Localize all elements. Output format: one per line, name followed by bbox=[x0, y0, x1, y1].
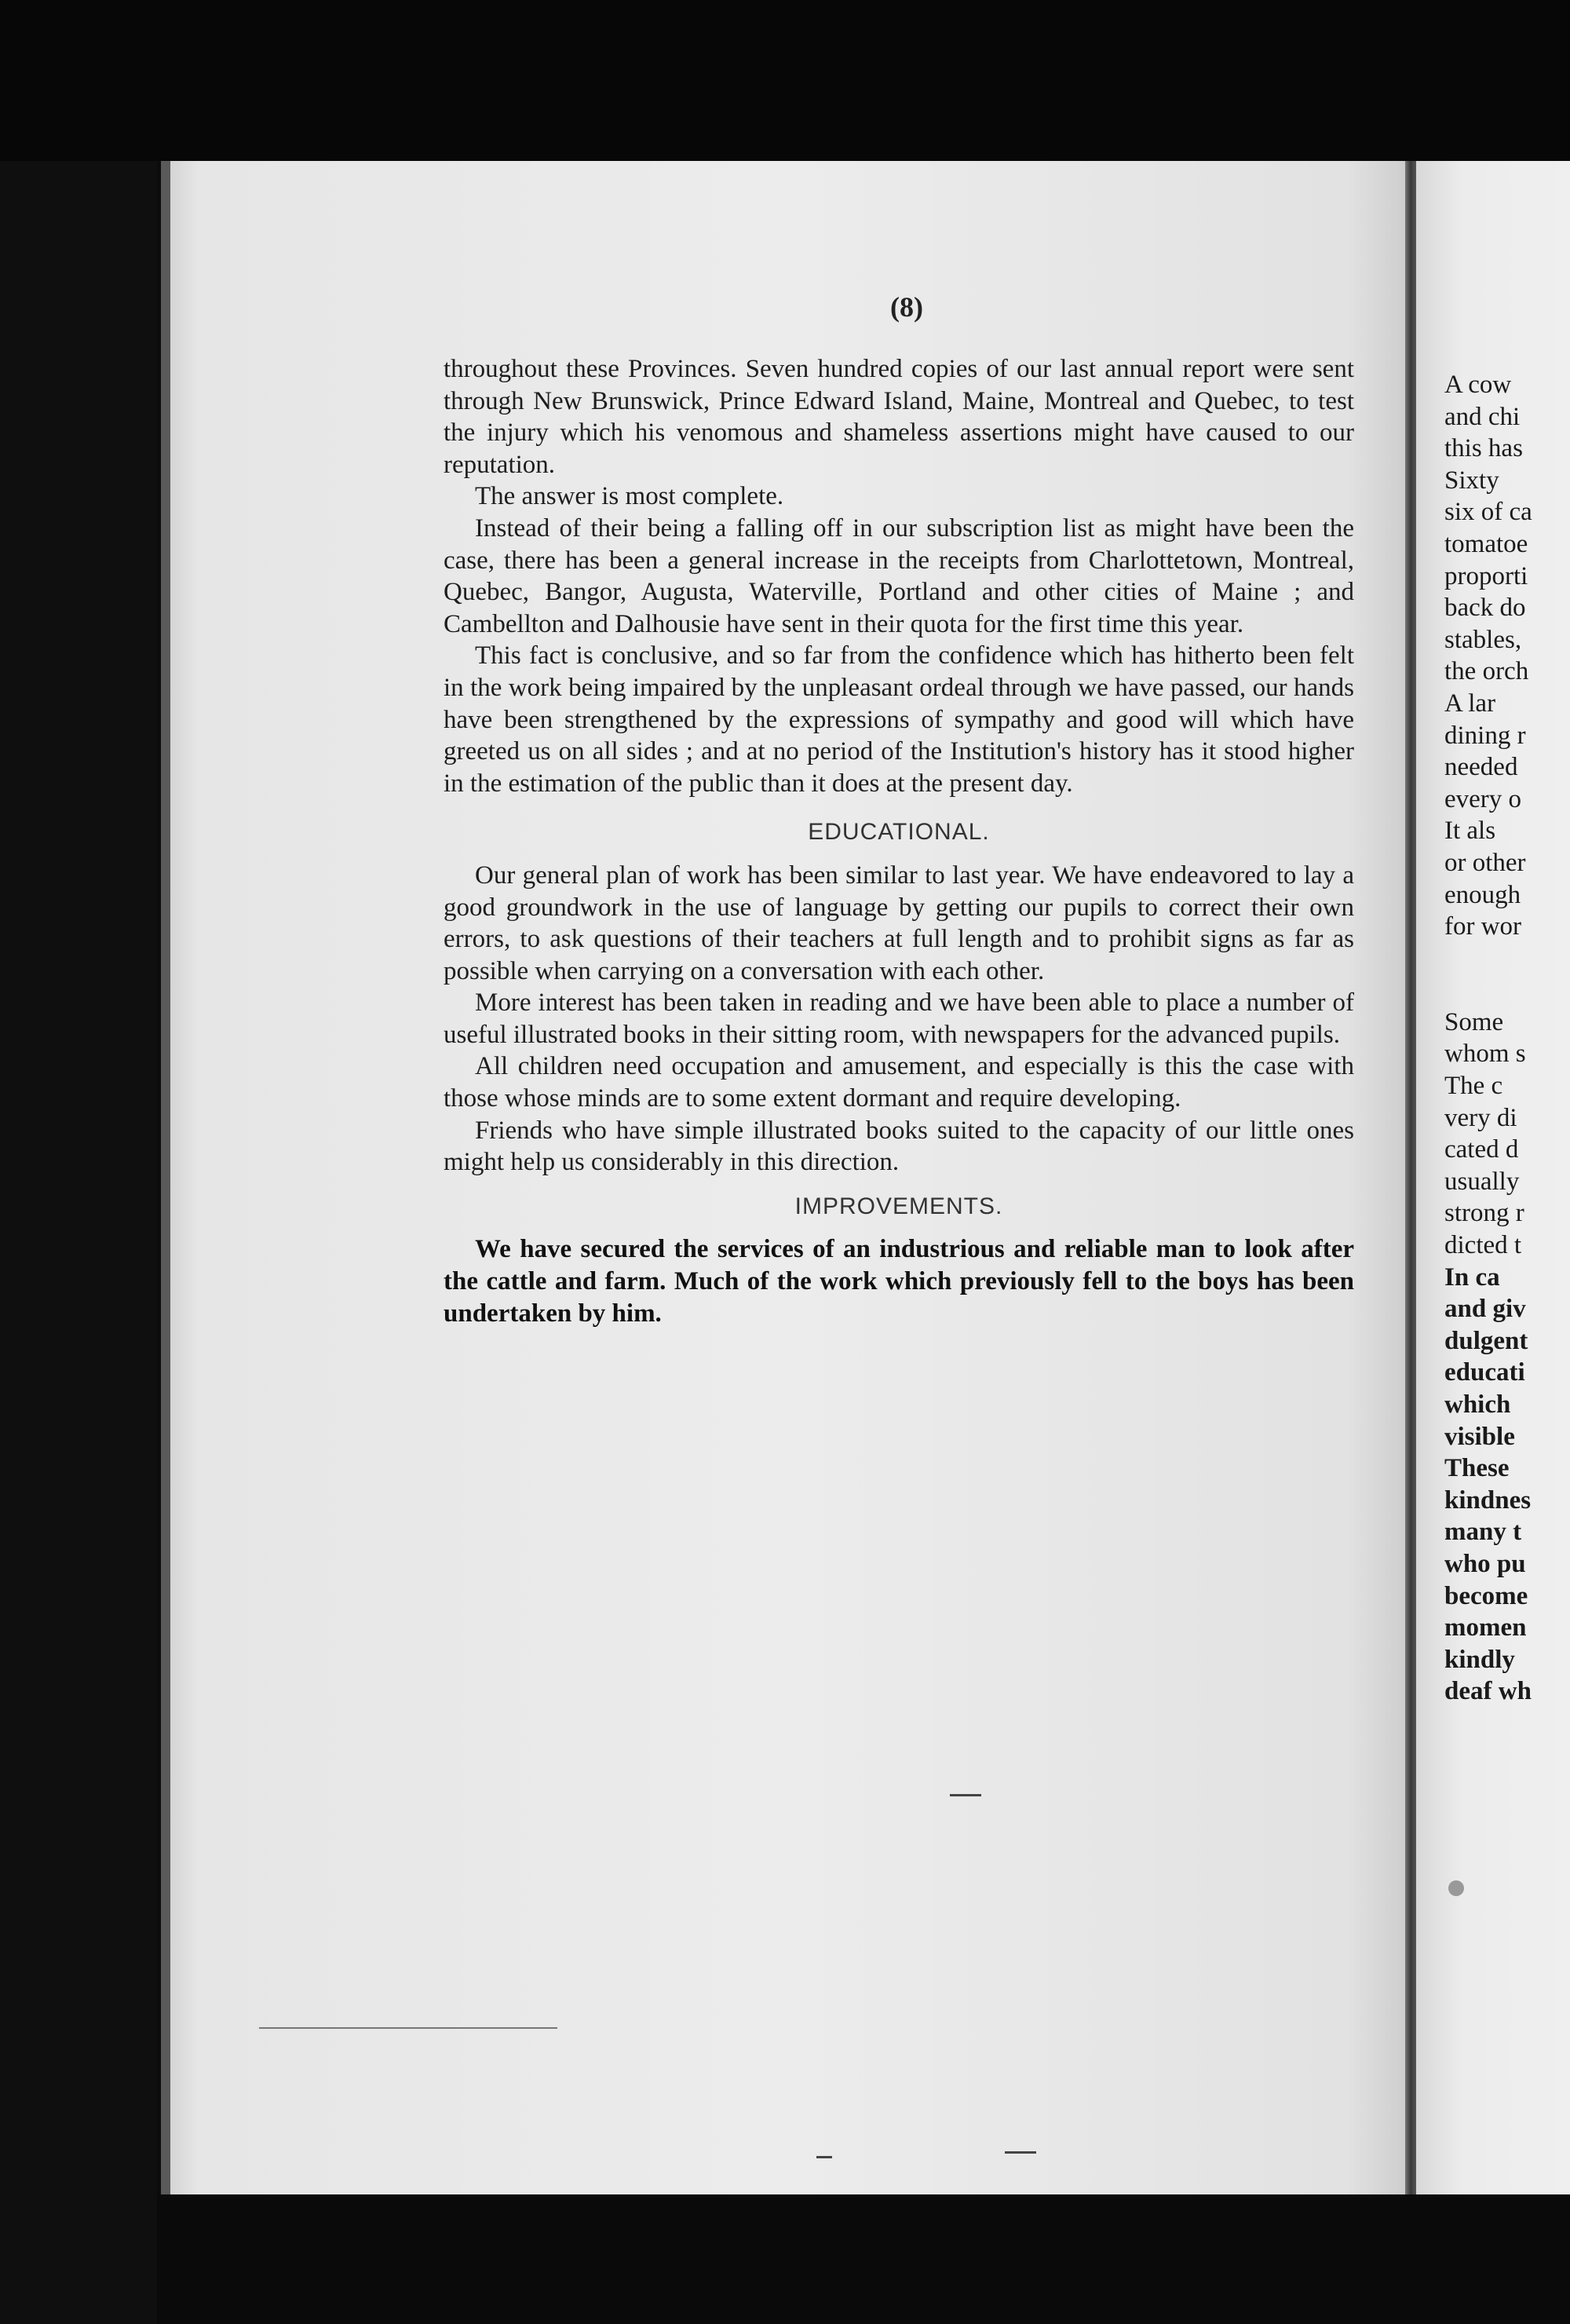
facing-page-line: the orch bbox=[1444, 657, 1529, 686]
section-heading-educational: EDUCATIONAL. bbox=[808, 819, 990, 846]
paragraph: We have secured the services of an industrious and reliable man to look after the cattle and farm. Much of the work which previously fell to the boys has been undertaken by him. bbox=[444, 1235, 1354, 1328]
scan-border-top bbox=[0, 0, 1570, 161]
facing-page-line: every o bbox=[1444, 784, 1522, 813]
facing-page-line: enough bbox=[1444, 880, 1521, 909]
facing-page-line: stables, bbox=[1444, 625, 1522, 654]
page-number: (8) bbox=[890, 291, 923, 323]
facing-page-line: deaf wh bbox=[1444, 1677, 1532, 1706]
facing-page-line: usually bbox=[1444, 1167, 1520, 1196]
facing-page-line: needed bbox=[1444, 753, 1518, 782]
facing-page-line: dicted t bbox=[1444, 1231, 1522, 1260]
facing-page-line: six of ca bbox=[1444, 498, 1532, 527]
facing-page-line: cated d bbox=[1444, 1135, 1519, 1164]
ink-mark bbox=[816, 2156, 832, 2158]
main-text-column bbox=[444, 353, 1354, 1329]
facing-page-line bbox=[1444, 943, 1570, 975]
scan-border-left bbox=[0, 161, 157, 2324]
facing-page-line: Sixty bbox=[1444, 466, 1499, 495]
facing-page-line: or other bbox=[1444, 848, 1526, 877]
ink-speck bbox=[1448, 1880, 1464, 1896]
facing-page-line: kindly bbox=[1444, 1645, 1515, 1674]
facing-page-line: become bbox=[1444, 1581, 1528, 1610]
facing-page-line: In ca bbox=[1444, 1262, 1500, 1292]
facing-page-line: and giv bbox=[1444, 1295, 1526, 1324]
facing-page-line bbox=[1444, 974, 1570, 1007]
paragraph: More interest has been taken in reading and we have been able to place a number of useful illustrated books in their sitting room, with newspapers for the advanced pupils. bbox=[444, 988, 1354, 1049]
facing-page-line: tomatoe bbox=[1444, 529, 1528, 558]
facing-page-line: which bbox=[1444, 1390, 1511, 1419]
facing-page-text bbox=[1444, 369, 1570, 1708]
facing-page-line: this has bbox=[1444, 434, 1523, 463]
ink-mark bbox=[1005, 2151, 1036, 2154]
facing-page-line: A lar bbox=[1444, 689, 1496, 718]
paragraph: Instead of their being a falling off in our subscription list as might have been the case, there has been a general increase in the receipts from Charlottetown, Montreal, Quebec, Bangor, Augusta, Waterville, Portland and other cities of Maine ; and Cambellton and Dalhousie have sent in their quota for the first time this year. bbox=[444, 513, 1354, 638]
facing-page-line: educati bbox=[1444, 1358, 1525, 1387]
facing-page-line: dining r bbox=[1444, 721, 1526, 750]
paragraph: throughout these Provinces. Seven hundred copies of our last annual report were sent through New Brunswick, Prince Edward Island, Maine, Montreal and Quebec, to test the injury which his venomous and shameless assertions might have caused to our reputation. bbox=[444, 355, 1354, 479]
facing-page-line: whom s bbox=[1444, 1040, 1526, 1069]
facing-page-line: visible bbox=[1444, 1422, 1515, 1451]
facing-page-line: Some bbox=[1444, 1007, 1504, 1036]
scan-border-bottom bbox=[157, 2194, 1570, 2324]
facing-page-line: very di bbox=[1444, 1103, 1517, 1132]
facing-page-line: strong r bbox=[1444, 1199, 1524, 1228]
facing-page-line: many t bbox=[1444, 1518, 1522, 1547]
facing-page-line: back do bbox=[1444, 594, 1526, 623]
facing-page-line: who pu bbox=[1444, 1549, 1526, 1578]
paragraph: The answer is most complete. bbox=[475, 482, 784, 511]
book-gutter bbox=[1405, 161, 1416, 2194]
facing-page-line: A cow bbox=[1444, 371, 1512, 399]
facing-page-line: proporti bbox=[1444, 561, 1528, 590]
paragraph: This fact is conclusive, and so far from the confidence which has hitherto been felt in the work being impaired by the unpleasant ordeal through we have passed, our hands have been strengthened by the expressions of sympathy and good will which have greeted us on all sides ; and at no period of the Institution's history has it stood higher in the estimation of the public than it does at the present day. bbox=[444, 641, 1354, 798]
facing-page-line: and chi bbox=[1444, 402, 1521, 431]
paragraph: All children need occupation and amusement, and especially is this the case with those whose minds are to some extent dormant and require developing. bbox=[444, 1052, 1354, 1113]
ink-mark bbox=[950, 1794, 981, 1796]
facing-page-line: It als bbox=[1444, 817, 1496, 846]
facing-page-line: The c bbox=[1444, 1072, 1503, 1101]
paragraph: Friends who have simple illustrated books suited to the capacity of our little ones might help us considerably in this direction. bbox=[444, 1116, 1354, 1177]
facing-page-line: These bbox=[1444, 1454, 1510, 1483]
section-heading-improvements: IMPROVEMENTS. bbox=[794, 1193, 1003, 1219]
facing-page-line: dulgent bbox=[1444, 1326, 1528, 1355]
facing-page-line: momen bbox=[1444, 1613, 1527, 1643]
ink-mark bbox=[259, 2027, 557, 2029]
facing-page-line: for wor bbox=[1444, 912, 1522, 941]
paragraph: Our general plan of work has been similar to last year. We have endeavored to lay a good groundwork in the use of language by getting our pupils to correct their own errors, to ask questions of their teachers at full length and to prohibit signs as far as possible when carrying on a conversation with each other. bbox=[444, 861, 1354, 985]
facing-page-line: kindnes bbox=[1444, 1485, 1532, 1515]
